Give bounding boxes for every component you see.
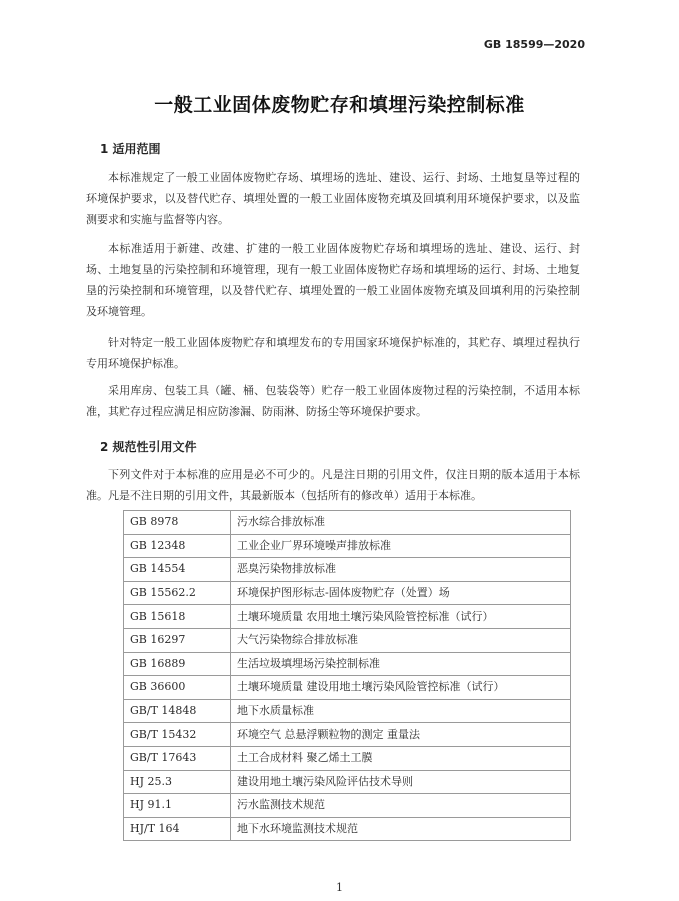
reference-code: HJ 25.3 — [124, 770, 231, 794]
table-row — [124, 676, 571, 700]
reference-code: GB 16889 — [124, 652, 231, 676]
reference-title: 土壤环境质量 农用地土壤污染风险管控标准（试行） — [231, 605, 571, 629]
reference-code: GB/T 14848 — [124, 699, 231, 723]
standard-code: GB 18599—2020 — [483, 38, 585, 51]
scope-paragraph: 本标准规定了一般工业固体废物贮存场、填埋场的选址、建设、运行、封场、土地复垦等过程的环境保护要求，以及替代贮存、填埋处置的一般工业固体废物充填及回填利用环境保护要求，以及监测要求和实施与监督等内容。 — [86, 171, 580, 226]
reference-title: 污水综合排放标准 — [231, 511, 571, 535]
table-row — [124, 534, 571, 558]
reference-title: 大气污染物综合排放标准 — [231, 628, 571, 652]
reference-title: 土工合成材料 聚乙烯土工膜 — [231, 746, 571, 770]
references-intro-paragraph: 下列文件对于本标准的应用是必不可少的。凡是注日期的引用文件，仅注日期的版本适用于本标准。凡是不注日期的引用文件，其最新版本（包括所有的修改单）适用于本标准。 — [86, 468, 580, 502]
reference-title: 地下水质量标准 — [231, 699, 571, 723]
scope-paragraph: 针对特定一般工业固体废物贮存和填埋发布的专用国家环境保护标准的，其贮存、填埋过程执行专用环境保护标准。 — [86, 336, 580, 370]
table-row — [124, 605, 571, 629]
scope-paragraph: 采用库房、包装工具（罐、桶、包装袋等）贮存一般工业固体废物过程的污染控制，不适用本标准，其贮存过程应满足相应防渗漏、防雨淋、防扬尘等环境保护要求。 — [86, 384, 580, 418]
table-row — [124, 558, 571, 582]
reference-title: 建设用地土壤污染风险评估技术导则 — [231, 770, 571, 794]
scope-paragraph: 本标准适用于新建、改建、扩建的一般工业固体废物贮存场和填埋场的选址、建设、运行、封场、土地复垦的污染控制和环境管理，现有一般工业固体废物贮存场和填埋场的运行、封场、土地复垦的污染控制和环境管理，以及替代贮存、填埋处置的一般工业固体废物充填及回填利用的污染控制及环境管理。 — [86, 242, 580, 318]
references-table — [123, 510, 571, 841]
table-row — [124, 794, 571, 818]
reference-title: 恶臭污染物排放标准 — [231, 558, 571, 582]
reference-title: 工业企业厂界环境噪声排放标准 — [231, 534, 571, 558]
reference-title: 地下水环境监测技术规范 — [231, 817, 571, 841]
reference-code: HJ/T 164 — [124, 817, 231, 841]
table-row — [124, 699, 571, 723]
reference-title: 环境空气 总悬浮颗粒物的测定 重量法 — [231, 723, 571, 747]
section-heading-scope: 1 适用范围 — [100, 142, 161, 156]
reference-title: 土壤环境质量 建设用地土壤污染风险管控标准（试行） — [231, 676, 571, 700]
reference-title: 污水监测技术规范 — [231, 794, 571, 818]
reference-code: GB 8978 — [124, 511, 231, 535]
reference-code: GB 15618 — [124, 605, 231, 629]
table-row — [124, 581, 571, 605]
reference-code: GB 15562.2 — [124, 581, 231, 605]
reference-title: 生活垃圾填埋场污染控制标准 — [231, 652, 571, 676]
table-row — [124, 628, 571, 652]
section-heading-references: 2 规范性引用文件 — [100, 440, 197, 454]
reference-code: GB/T 17643 — [124, 746, 231, 770]
table-row — [124, 746, 571, 770]
table-row — [124, 652, 571, 676]
table-row — [124, 723, 571, 747]
reference-title: 环境保护图形标志-固体废物贮存（处置）场 — [231, 581, 571, 605]
reference-code: GB 12348 — [124, 534, 231, 558]
reference-code: GB 14554 — [124, 558, 231, 582]
table-row — [124, 817, 571, 841]
table-row — [124, 511, 571, 535]
table-row — [124, 770, 571, 794]
document-title: 一般工业固体废物贮存和填埋污染控制标准 — [154, 94, 525, 116]
reference-code: GB/T 15432 — [124, 723, 231, 747]
reference-code: HJ 91.1 — [124, 794, 231, 818]
page-number: 1 — [336, 881, 343, 894]
reference-code: GB 16297 — [124, 628, 231, 652]
reference-code: GB 36600 — [124, 676, 231, 700]
